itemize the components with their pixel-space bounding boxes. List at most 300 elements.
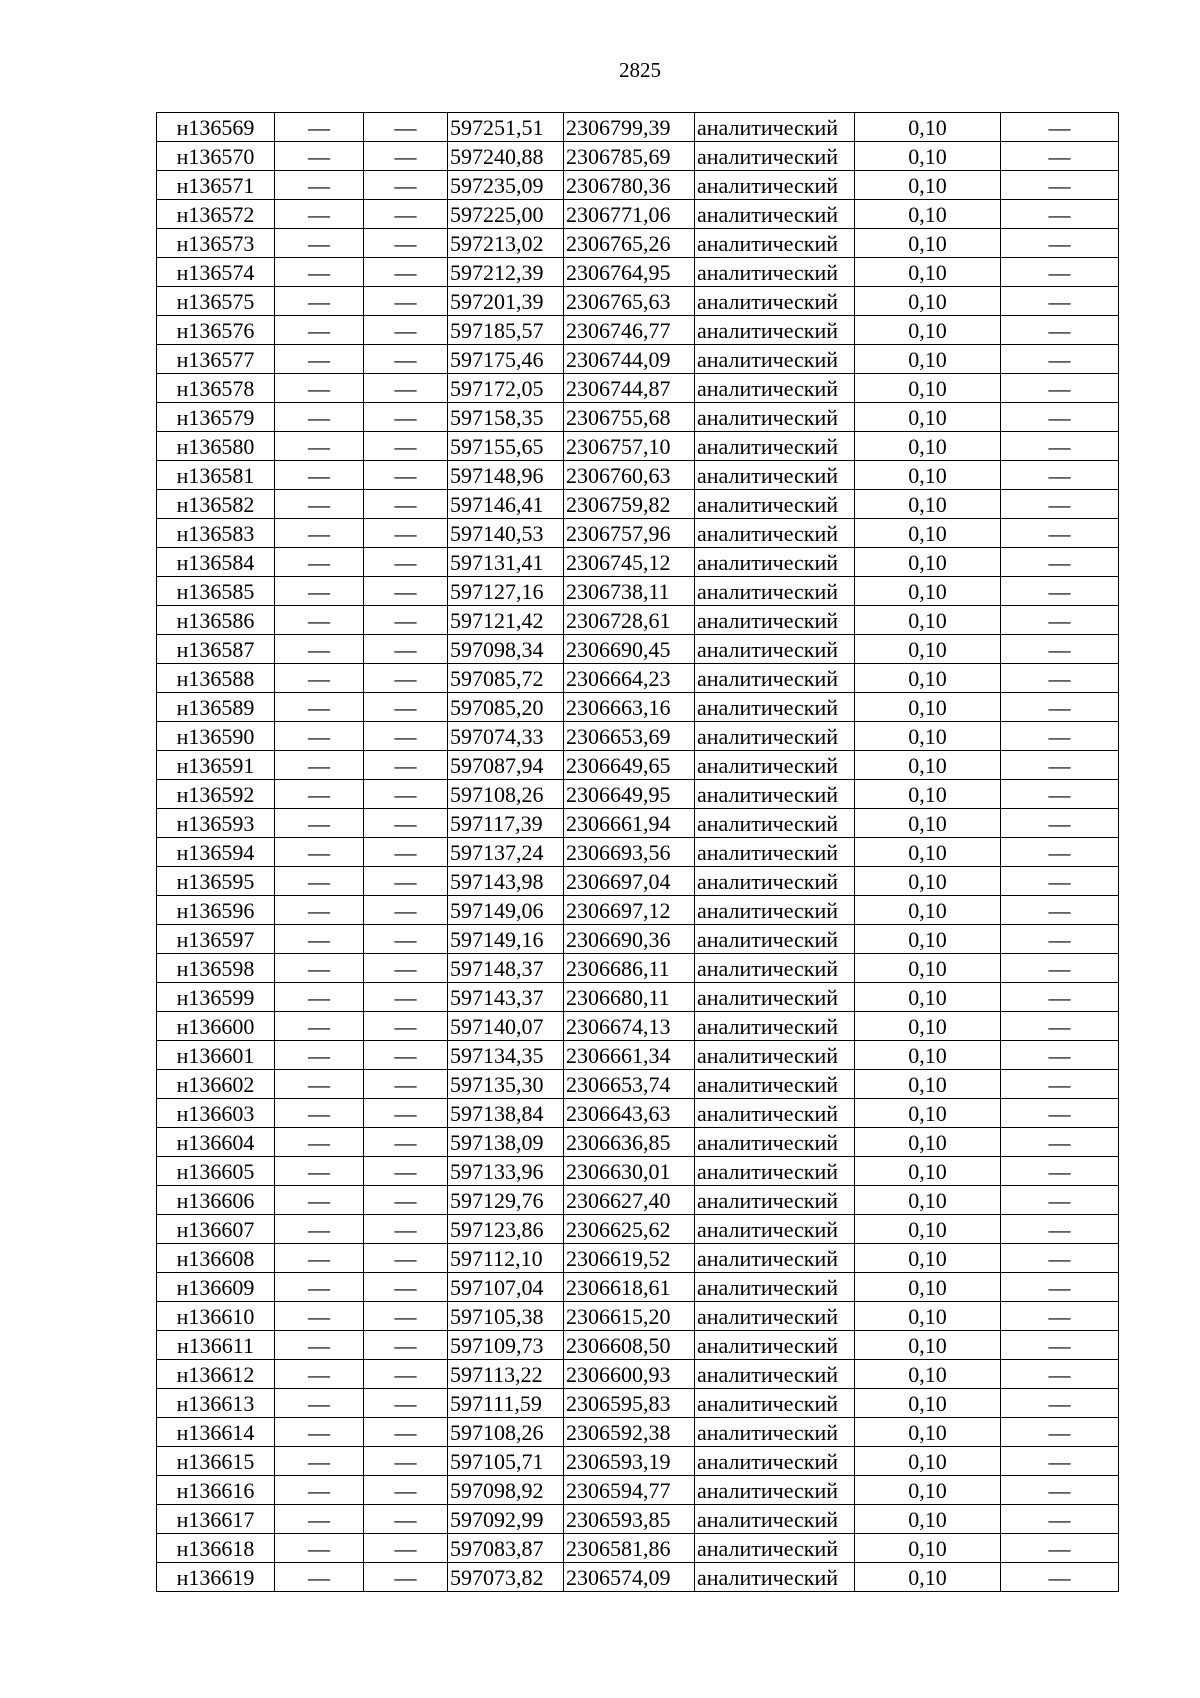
method-cell: аналитический [695,113,855,142]
dash-cell: — [1001,722,1119,751]
method-cell: аналитический [695,1505,855,1534]
accuracy-cell: 0,10 [855,722,1001,751]
y-coordinate-cell: 2306745,12 [564,548,695,577]
point-id-cell: н136605 [157,1157,275,1186]
accuracy-cell: 0,10 [855,693,1001,722]
point-id-cell: н136580 [157,432,275,461]
method-cell: аналитический [695,1563,855,1592]
x-coordinate-cell: 597235,09 [448,171,564,200]
dash-cell: — [364,693,448,722]
x-coordinate-cell: 597158,35 [448,403,564,432]
table-row [157,432,1119,461]
y-coordinate-cell: 2306765,26 [564,229,695,258]
dash-cell: — [1001,983,1119,1012]
point-id-cell: н136600 [157,1012,275,1041]
dash-cell: — [1001,403,1119,432]
dash-cell: — [1001,142,1119,171]
x-coordinate-cell: 597105,71 [448,1447,564,1476]
table-row [157,809,1119,838]
dash-cell: — [275,432,364,461]
dash-cell: — [364,1070,448,1099]
dash-cell: — [1001,113,1119,142]
y-coordinate-cell: 2306619,52 [564,1244,695,1273]
accuracy-cell: 0,10 [855,403,1001,432]
method-cell: аналитический [695,1273,855,1302]
table-row [157,1360,1119,1389]
method-cell: аналитический [695,142,855,171]
table-row [157,345,1119,374]
dash-cell: — [1001,751,1119,780]
dash-cell: — [1001,1215,1119,1244]
point-id-cell: н136593 [157,809,275,838]
y-coordinate-cell: 2306593,19 [564,1447,695,1476]
x-coordinate-cell: 597185,57 [448,316,564,345]
accuracy-cell: 0,10 [855,1534,1001,1563]
dash-cell: — [275,838,364,867]
table-row [157,635,1119,664]
dash-cell: — [364,722,448,751]
accuracy-cell: 0,10 [855,1273,1001,1302]
y-coordinate-cell: 2306593,85 [564,1505,695,1534]
table-row [157,896,1119,925]
dash-cell: — [275,287,364,316]
dash-cell: — [275,1128,364,1157]
x-coordinate-cell: 597137,24 [448,838,564,867]
table-row [157,722,1119,751]
y-coordinate-cell: 2306592,38 [564,1418,695,1447]
dash-cell: — [1001,316,1119,345]
x-coordinate-cell: 597083,87 [448,1534,564,1563]
table-row [157,1070,1119,1099]
y-coordinate-cell: 2306594,77 [564,1476,695,1505]
method-cell: аналитический [695,519,855,548]
accuracy-cell: 0,10 [855,867,1001,896]
dash-cell: — [275,722,364,751]
accuracy-cell: 0,10 [855,1389,1001,1418]
dash-cell: — [364,519,448,548]
table-row [157,316,1119,345]
method-cell: аналитический [695,983,855,1012]
dash-cell: — [364,1186,448,1215]
point-id-cell: н136608 [157,1244,275,1273]
dash-cell: — [1001,1418,1119,1447]
point-id-cell: н136578 [157,374,275,403]
dash-cell: — [275,229,364,258]
table-row [157,1215,1119,1244]
point-id-cell: н136574 [157,258,275,287]
dash-cell: — [275,925,364,954]
dash-cell: — [1001,519,1119,548]
y-coordinate-cell: 2306697,12 [564,896,695,925]
dash-cell: — [275,1157,364,1186]
y-coordinate-cell: 2306697,04 [564,867,695,896]
table-row [157,954,1119,983]
y-coordinate-cell: 2306608,50 [564,1331,695,1360]
dash-cell: — [364,983,448,1012]
y-coordinate-cell: 2306643,63 [564,1099,695,1128]
dash-cell: — [1001,1563,1119,1592]
table-row [157,519,1119,548]
table-row [157,751,1119,780]
dash-cell: — [275,200,364,229]
dash-cell: — [364,1447,448,1476]
point-id-cell: н136615 [157,1447,275,1476]
method-cell: аналитический [695,287,855,316]
dash-cell: — [364,809,448,838]
dash-cell: — [364,925,448,954]
y-coordinate-cell: 2306581,86 [564,1534,695,1563]
dash-cell: — [275,1099,364,1128]
x-coordinate-cell: 597113,22 [448,1360,564,1389]
dash-cell: — [364,780,448,809]
x-coordinate-cell: 597149,16 [448,925,564,954]
accuracy-cell: 0,10 [855,1070,1001,1099]
method-cell: аналитический [695,1389,855,1418]
y-coordinate-cell: 2306738,11 [564,577,695,606]
accuracy-cell: 0,10 [855,954,1001,983]
table-row [157,867,1119,896]
dash-cell: — [364,1389,448,1418]
y-coordinate-cell: 2306744,87 [564,374,695,403]
accuracy-cell: 0,10 [855,1360,1001,1389]
table-row [157,664,1119,693]
dash-cell: — [275,809,364,838]
y-coordinate-cell: 2306690,45 [564,635,695,664]
table-row [157,983,1119,1012]
table-row [157,403,1119,432]
y-coordinate-cell: 2306780,36 [564,171,695,200]
y-coordinate-cell: 2306744,09 [564,345,695,374]
dash-cell: — [275,548,364,577]
dash-cell: — [364,432,448,461]
accuracy-cell: 0,10 [855,1244,1001,1273]
dash-cell: — [275,693,364,722]
dash-cell: — [275,954,364,983]
dash-cell: — [275,490,364,519]
x-coordinate-cell: 597134,35 [448,1041,564,1070]
accuracy-cell: 0,10 [855,1331,1001,1360]
dash-cell: — [1001,374,1119,403]
method-cell: аналитический [695,1302,855,1331]
x-coordinate-cell: 597138,09 [448,1128,564,1157]
table-row [157,1563,1119,1592]
y-coordinate-cell: 2306663,16 [564,693,695,722]
x-coordinate-cell: 597135,30 [448,1070,564,1099]
method-cell: аналитический [695,925,855,954]
method-cell: аналитический [695,1534,855,1563]
method-cell: аналитический [695,1128,855,1157]
dash-cell: — [1001,287,1119,316]
x-coordinate-cell: 597140,53 [448,519,564,548]
x-coordinate-cell: 597107,04 [448,1273,564,1302]
x-coordinate-cell: 597108,26 [448,1418,564,1447]
method-cell: аналитический [695,896,855,925]
method-cell: аналитический [695,171,855,200]
accuracy-cell: 0,10 [855,432,1001,461]
table-row [157,577,1119,606]
dash-cell: — [275,1331,364,1360]
y-coordinate-cell: 2306661,34 [564,1041,695,1070]
accuracy-cell: 0,10 [855,229,1001,258]
accuracy-cell: 0,10 [855,1476,1001,1505]
method-cell: аналитический [695,490,855,519]
dash-cell: — [1001,345,1119,374]
dash-cell: — [275,1389,364,1418]
dash-cell: — [275,1070,364,1099]
dash-cell: — [1001,432,1119,461]
table-row [157,461,1119,490]
table-row [157,548,1119,577]
point-id-cell: н136603 [157,1099,275,1128]
method-cell: аналитический [695,722,855,751]
dash-cell: — [364,1099,448,1128]
table-row [157,838,1119,867]
accuracy-cell: 0,10 [855,258,1001,287]
dash-cell: — [275,1476,364,1505]
x-coordinate-cell: 597148,37 [448,954,564,983]
y-coordinate-cell: 2306653,74 [564,1070,695,1099]
x-coordinate-cell: 597146,41 [448,490,564,519]
table-row [157,287,1119,316]
x-coordinate-cell: 597143,98 [448,867,564,896]
x-coordinate-cell: 597073,82 [448,1563,564,1592]
point-id-cell: н136591 [157,751,275,780]
x-coordinate-cell: 597085,72 [448,664,564,693]
dash-cell: — [275,1186,364,1215]
table-row [157,693,1119,722]
point-id-cell: н136616 [157,1476,275,1505]
page-number: 2825 [619,58,661,82]
y-coordinate-cell: 2306574,09 [564,1563,695,1592]
method-cell: аналитический [695,867,855,896]
point-id-cell: н136583 [157,519,275,548]
x-coordinate-cell: 597112,10 [448,1244,564,1273]
dash-cell: — [1001,1041,1119,1070]
table-row [157,1244,1119,1273]
table-row [157,1302,1119,1331]
accuracy-cell: 0,10 [855,809,1001,838]
point-id-cell: н136575 [157,287,275,316]
accuracy-cell: 0,10 [855,1447,1001,1476]
point-id-cell: н136619 [157,1563,275,1592]
table-row [157,1331,1119,1360]
dash-cell: — [364,316,448,345]
point-id-cell: н136569 [157,113,275,142]
dash-cell: — [1001,461,1119,490]
dash-cell: — [1001,896,1119,925]
point-id-cell: н136577 [157,345,275,374]
x-coordinate-cell: 597108,26 [448,780,564,809]
dash-cell: — [364,200,448,229]
method-cell: аналитический [695,664,855,693]
dash-cell: — [1001,1070,1119,1099]
dash-cell: — [1001,200,1119,229]
y-coordinate-cell: 2306625,62 [564,1215,695,1244]
dash-cell: — [364,1505,448,1534]
point-id-cell: н136573 [157,229,275,258]
accuracy-cell: 0,10 [855,1128,1001,1157]
table-row [157,925,1119,954]
x-coordinate-cell: 597098,34 [448,635,564,664]
dash-cell: — [275,1215,364,1244]
dash-cell: — [364,1302,448,1331]
y-coordinate-cell: 2306728,61 [564,606,695,635]
method-cell: аналитический [695,1070,855,1099]
y-coordinate-cell: 2306664,23 [564,664,695,693]
method-cell: аналитический [695,838,855,867]
x-coordinate-cell: 597240,88 [448,142,564,171]
point-id-cell: н136586 [157,606,275,635]
dash-cell: — [364,635,448,664]
accuracy-cell: 0,10 [855,113,1001,142]
x-coordinate-cell: 597143,37 [448,983,564,1012]
dash-cell: — [1001,577,1119,606]
y-coordinate-cell: 2306661,94 [564,809,695,838]
point-id-cell: н136606 [157,1186,275,1215]
point-id-cell: н136599 [157,983,275,1012]
dash-cell: — [1001,1360,1119,1389]
dash-cell: — [364,1534,448,1563]
method-cell: аналитический [695,200,855,229]
coordinates-table [156,112,1119,1592]
y-coordinate-cell: 2306760,63 [564,461,695,490]
dash-cell: — [275,1534,364,1563]
dash-cell: — [364,229,448,258]
method-cell: аналитический [695,461,855,490]
dash-cell: — [275,896,364,925]
dash-cell: — [1001,1505,1119,1534]
y-coordinate-cell: 2306649,95 [564,780,695,809]
dash-cell: — [364,751,448,780]
dash-cell: — [275,316,364,345]
dash-cell: — [1001,1157,1119,1186]
dash-cell: — [364,664,448,693]
dash-cell: — [275,171,364,200]
dash-cell: — [275,664,364,693]
accuracy-cell: 0,10 [855,200,1001,229]
dash-cell: — [364,142,448,171]
dash-cell: — [364,1331,448,1360]
table-row [157,1534,1119,1563]
dash-cell: — [1001,1099,1119,1128]
dash-cell: — [364,1157,448,1186]
dash-cell: — [364,1128,448,1157]
x-coordinate-cell: 597213,02 [448,229,564,258]
table-row [157,1099,1119,1128]
y-coordinate-cell: 2306595,83 [564,1389,695,1418]
y-coordinate-cell: 2306799,39 [564,113,695,142]
accuracy-cell: 0,10 [855,142,1001,171]
point-id-cell: н136581 [157,461,275,490]
dash-cell: — [364,490,448,519]
y-coordinate-cell: 2306785,69 [564,142,695,171]
accuracy-cell: 0,10 [855,780,1001,809]
x-coordinate-cell: 597212,39 [448,258,564,287]
accuracy-cell: 0,10 [855,490,1001,519]
dash-cell: — [275,867,364,896]
dash-cell: — [1001,838,1119,867]
table-row [157,229,1119,258]
dash-cell: — [364,954,448,983]
point-id-cell: н136602 [157,1070,275,1099]
table-body [157,113,1119,1592]
point-id-cell: н136612 [157,1360,275,1389]
dash-cell: — [275,983,364,1012]
accuracy-cell: 0,10 [855,287,1001,316]
dash-cell: — [364,1215,448,1244]
point-id-cell: н136604 [157,1128,275,1157]
table-row [157,171,1119,200]
dash-cell: — [275,1505,364,1534]
method-cell: аналитический [695,229,855,258]
accuracy-cell: 0,10 [855,606,1001,635]
x-coordinate-cell: 597251,51 [448,113,564,142]
accuracy-cell: 0,10 [855,1505,1001,1534]
method-cell: аналитический [695,432,855,461]
accuracy-cell: 0,10 [855,925,1001,954]
dash-cell: — [1001,490,1119,519]
dash-cell: — [275,577,364,606]
y-coordinate-cell: 2306600,93 [564,1360,695,1389]
accuracy-cell: 0,10 [855,461,1001,490]
dash-cell: — [1001,867,1119,896]
dash-cell: — [364,606,448,635]
x-coordinate-cell: 597138,84 [448,1099,564,1128]
accuracy-cell: 0,10 [855,838,1001,867]
method-cell: аналитический [695,954,855,983]
y-coordinate-cell: 2306618,61 [564,1273,695,1302]
dash-cell: — [275,1273,364,1302]
method-cell: аналитический [695,1012,855,1041]
table-row [157,374,1119,403]
method-cell: аналитический [695,606,855,635]
point-id-cell: н136601 [157,1041,275,1070]
x-coordinate-cell: 597149,06 [448,896,564,925]
point-id-cell: н136576 [157,316,275,345]
accuracy-cell: 0,10 [855,1157,1001,1186]
method-cell: аналитический [695,809,855,838]
point-id-cell: н136594 [157,838,275,867]
point-id-cell: н136614 [157,1418,275,1447]
x-coordinate-cell: 597155,65 [448,432,564,461]
x-coordinate-cell: 597140,07 [448,1012,564,1041]
method-cell: аналитический [695,635,855,664]
accuracy-cell: 0,10 [855,316,1001,345]
x-coordinate-cell: 597117,39 [448,809,564,838]
point-id-cell: н136585 [157,577,275,606]
dash-cell: — [275,403,364,432]
y-coordinate-cell: 2306771,06 [564,200,695,229]
dash-cell: — [1001,635,1119,664]
dash-cell: — [1001,1447,1119,1476]
dash-cell: — [1001,809,1119,838]
dash-cell: — [364,171,448,200]
point-id-cell: н136572 [157,200,275,229]
y-coordinate-cell: 2306746,77 [564,316,695,345]
point-id-cell: н136592 [157,780,275,809]
dash-cell: — [1001,1389,1119,1418]
x-coordinate-cell: 597148,96 [448,461,564,490]
x-coordinate-cell: 597105,38 [448,1302,564,1331]
table-row [157,113,1119,142]
accuracy-cell: 0,10 [855,896,1001,925]
method-cell: аналитический [695,548,855,577]
method-cell: аналитический [695,693,855,722]
x-coordinate-cell: 597175,46 [448,345,564,374]
point-id-cell: н136582 [157,490,275,519]
method-cell: аналитический [695,374,855,403]
accuracy-cell: 0,10 [855,548,1001,577]
